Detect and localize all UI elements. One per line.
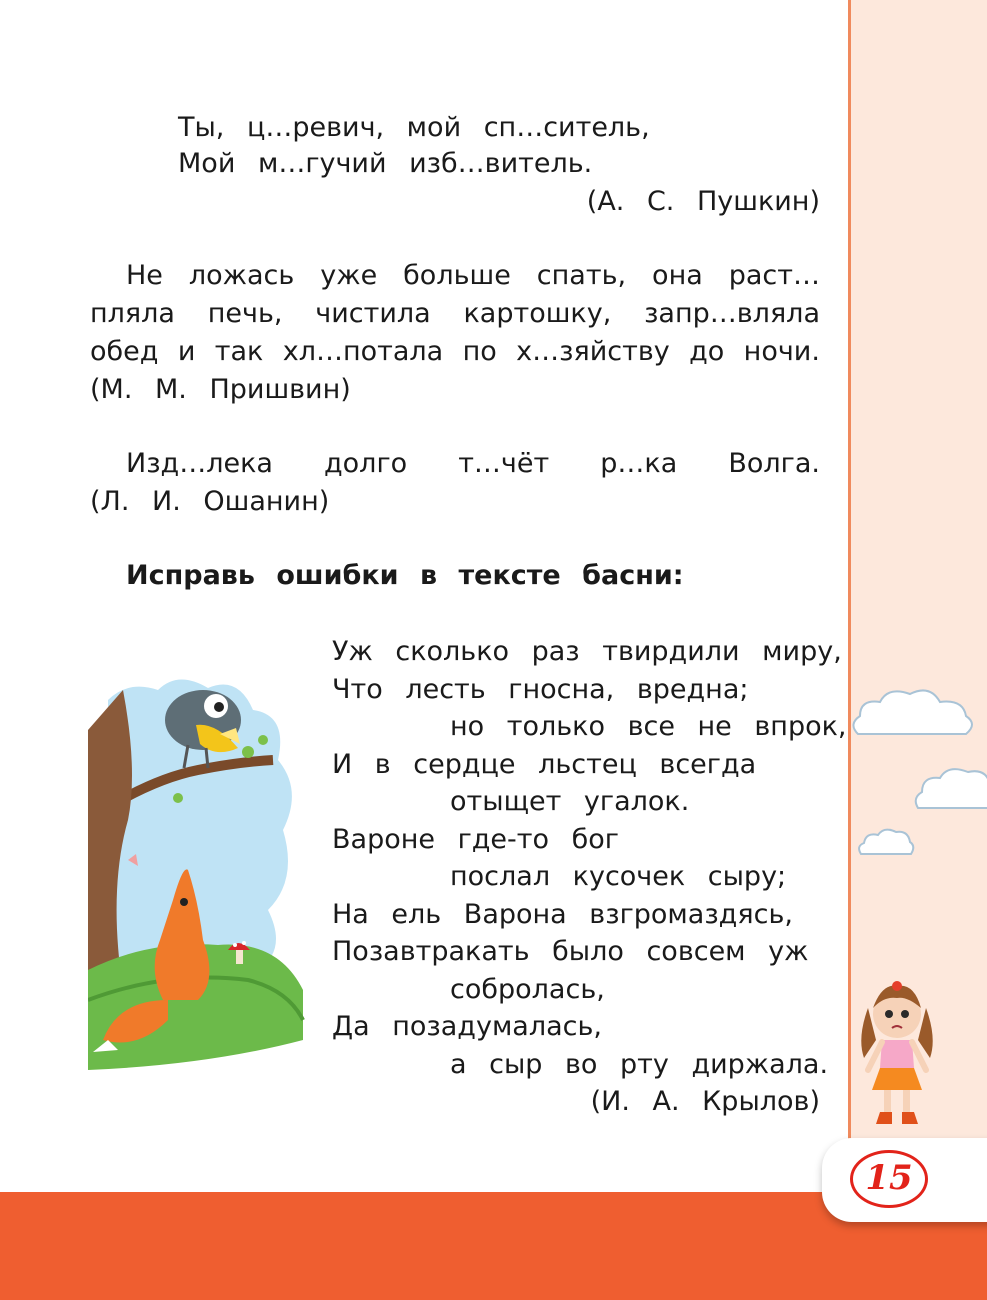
fable-author: (И. А. Крылов) — [590, 1086, 820, 1117]
margin-line — [848, 0, 851, 1150]
prose2-line1 — [126, 448, 820, 480]
word: уже — [320, 260, 378, 291]
fable-line: Да позадумалась, — [332, 1011, 602, 1042]
word: по — [462, 336, 497, 367]
fable-line: Уж сколько раз твирдили миру, — [332, 636, 842, 667]
fable-line: но только все не впрок, — [450, 711, 847, 742]
girl-illustration — [852, 978, 942, 1128]
word: ночи. — [743, 336, 820, 367]
word: пляла — [90, 298, 175, 329]
fable-line: На ель Варона взгромаздясь, — [332, 898, 793, 930]
poem1-line1: Ты, ц…ревич, мой сп…ситель, — [178, 112, 650, 143]
word: т…чёт — [458, 448, 550, 479]
word: Волга. — [728, 448, 820, 479]
task-title: Исправь ошибки в тексте басни: — [126, 560, 684, 591]
fable-line: Что лесть гноcна, вредна; — [332, 673, 749, 705]
fable-line: Вароне где-то бог — [332, 823, 619, 855]
word: картошку, — [463, 298, 612, 329]
prose1-author: (М. М. Пришвин) — [90, 374, 351, 405]
poem1-author: (А. С. Пушкин) — [586, 186, 820, 217]
fable-line: И в сердце льстец всегда — [332, 748, 757, 780]
word: до — [689, 336, 725, 367]
word: она — [652, 260, 703, 291]
fable-line: собролась, — [450, 973, 605, 1005]
crow-fox-illustration — [88, 670, 313, 1080]
word: печь, — [207, 298, 283, 329]
word: хл…потала — [282, 336, 444, 367]
word: Изд…лека — [126, 448, 273, 479]
word: спать, — [536, 260, 627, 291]
word: Не — [126, 260, 163, 291]
word: чистила — [315, 298, 431, 329]
fable-line: послал кусочек сыру; — [450, 861, 787, 892]
cloud-icon — [856, 826, 916, 860]
word: больше — [403, 260, 511, 291]
word: так — [214, 336, 264, 367]
fable-line: Позавтракать было совсем уж — [332, 936, 809, 967]
word: х…зяйству — [516, 336, 670, 367]
cloud-icon — [912, 762, 987, 818]
word: раст… — [728, 260, 820, 291]
word: и — [177, 336, 196, 367]
prose1-line3 — [90, 336, 820, 368]
poem1-line2: Мой м…гучий изб…витель. — [178, 148, 593, 179]
prose1-line1 — [126, 260, 820, 292]
word: обед — [90, 336, 159, 367]
word: долго — [324, 448, 408, 479]
cloud-icon — [848, 684, 978, 746]
fable-line: а сыр во рту диржала. — [450, 1048, 829, 1080]
word: запр…вляла — [644, 298, 820, 329]
fable-line: отыщет угалок. — [450, 786, 690, 817]
word: р…ка — [600, 448, 678, 479]
word: ложась — [188, 260, 295, 291]
prose1-line2 — [90, 298, 820, 330]
page-number: 15 — [850, 1150, 928, 1208]
prose2-author: (Л. И. Ошанин) — [90, 486, 330, 517]
